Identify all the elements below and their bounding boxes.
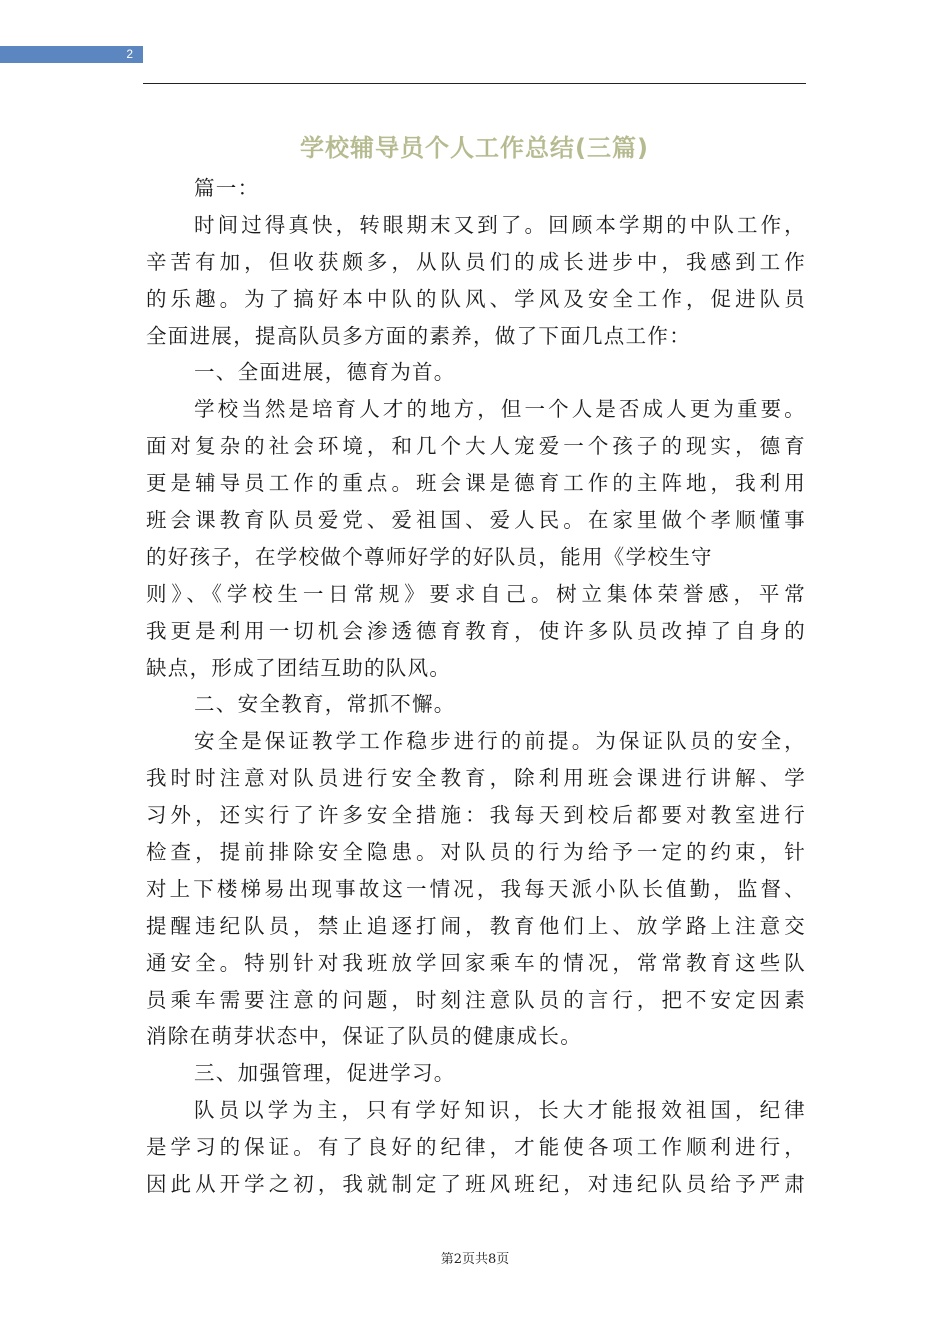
page-footer: 第2页共8页 bbox=[440, 1252, 510, 1267]
text-line: 全面进展，提高队员多方面的素养，做了下面几点工作： bbox=[146, 323, 691, 348]
text-line: 提醒违纪队员，禁止追逐打闹，教育他们上、放学路上注意交 bbox=[146, 913, 806, 938]
text-line: 我更是利用一切机会渗透德育教育，使许多队员改掉了自身的 bbox=[146, 618, 806, 643]
text-line: 通安全。特别针对我班放学回家乘车的情况，常常教育这些队 bbox=[146, 950, 806, 975]
text-line: 更是辅导员工作的重点。班会课是德育工作的主阵地，我利用 bbox=[146, 471, 806, 496]
text-line: 我时时注意对队员进行安全教育，除利用班会课进行讲解、学 bbox=[146, 766, 806, 791]
text-line: 习外，还实行了许多安全措施：我每天到校后都要对教室进行 bbox=[146, 803, 806, 828]
text-line: 员乘车需要注意的问题，时刻注意队员的言行，把不安定因素 bbox=[146, 987, 806, 1012]
text-line: 的好孩子，在学校做个尊师好学的好队员，能用《学校生守 bbox=[146, 544, 713, 569]
text-line: 的乐趣。为了搞好本中队的队风、学风及安全工作，促进队员 bbox=[146, 286, 806, 311]
text-line: 是学习的保证。有了良好的纪律，才能使各项工作顺利进行， bbox=[146, 1135, 806, 1160]
text-line: 一、全面进展，德育为首。 bbox=[194, 360, 456, 385]
page-number-tab bbox=[0, 46, 143, 63]
text-line: 安全是保证教学工作稳步进行的前提。为保证队员的安全， bbox=[194, 729, 806, 754]
text-line: 因此从开学之初，我就制定了班风班纪，对违纪队员给予严肃 bbox=[146, 1172, 806, 1197]
text-line: 则》、《学校生一日常规》要求自己。树立集体荣誉感，平常 bbox=[146, 581, 806, 606]
document-title: 学校辅导员个人工作总结(三篇) bbox=[300, 134, 649, 162]
page-number: 2 bbox=[126, 47, 133, 61]
text-line: 队员以学为主，只有学好知识，长大才能报效祖国，纪律 bbox=[194, 1098, 806, 1123]
document-body bbox=[146, 170, 806, 1203]
text-line: 二、安全教育，常抓不懈。 bbox=[194, 692, 456, 717]
text-line: 三、加强管理，促进学习。 bbox=[194, 1061, 456, 1086]
text-line: 学校当然是培育人才的地方，但一个人是否成人更为重要。 bbox=[194, 397, 806, 422]
text-line: 班会课教育队员爱党、爱祖国、爱人民。在家里做个孝顺懂事 bbox=[146, 508, 806, 533]
text-line: 面对复杂的社会环境，和几个大人宠爱一个孩子的现实，德育 bbox=[146, 434, 806, 459]
text-line: 篇一： bbox=[194, 176, 260, 200]
text-line: 消除在萌芽状态中，保证了队员的健康成长。 bbox=[146, 1024, 582, 1049]
text-line: 辛苦有加，但收获颇多，从队员们的成长进步中，我感到工作 bbox=[146, 249, 806, 274]
text-line: 对上下楼梯易出现事故这一情况，我每天派小队长值勤，监督、 bbox=[146, 876, 806, 901]
header-rule bbox=[143, 83, 806, 84]
text-line: 检查，提前排除安全隐患。对队员的行为给予一定的约束，针 bbox=[146, 840, 806, 865]
text-line: 缺点，形成了团结互助的队风。 bbox=[146, 655, 452, 680]
text-line: 时间过得真快，转眼期末又到了。回顾本学期的中队工作， bbox=[194, 212, 806, 237]
